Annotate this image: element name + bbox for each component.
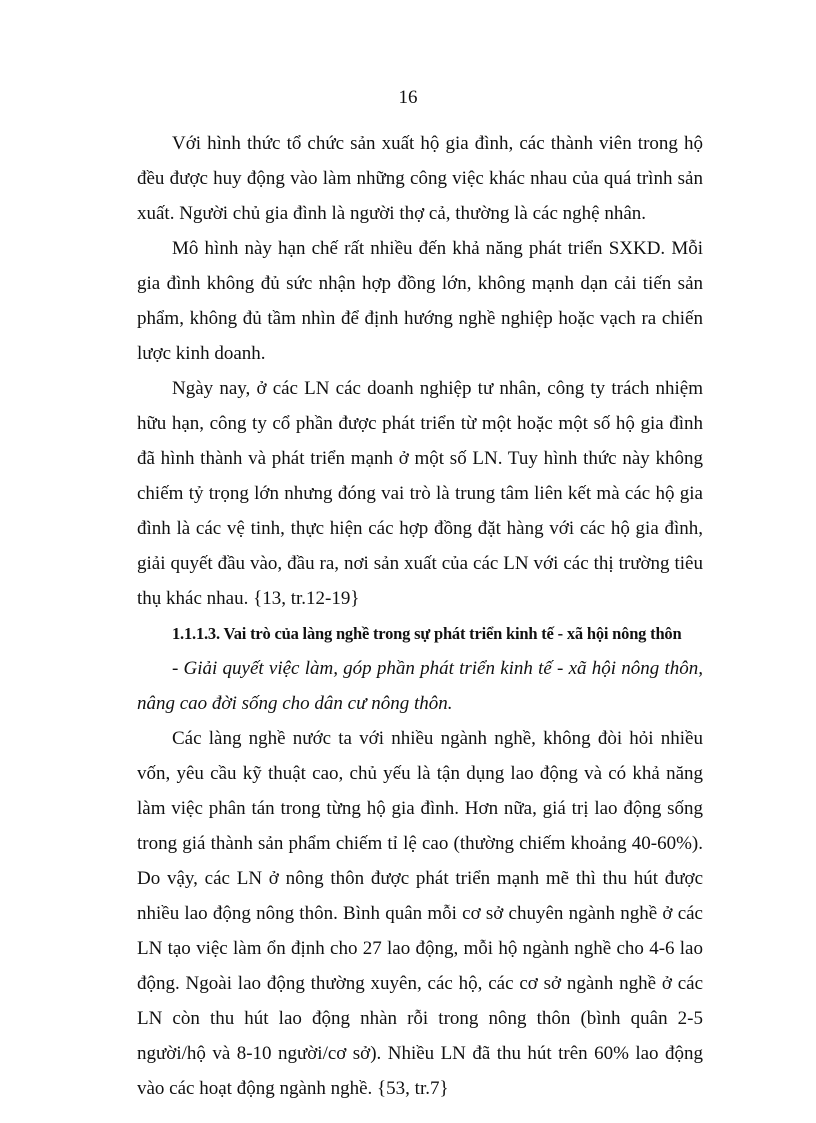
paragraph-model-limitations: Mô hình này hạn chế rất nhiều đến khả năng phát triển SXKD. Mỗi gia đình không đủ sức nhận hợp đồng lớn, không mạnh dạn cải tiến sản phẩm, không đủ tầm nhìn để định hướng nghề nghiệp hoặc vạch ra chiến lược kinh doanh.: [137, 238, 703, 364]
section-subheading: - Giải quyết việc làm, góp phần phát triển kinh tế - xã hội nông thôn, nâng cao đời sống cho dân cư nông thôn.: [137, 658, 703, 714]
page-number: 16: [398, 87, 418, 108]
paragraph-employment: Các làng nghề nước ta với nhiều ngành nghề, không đòi hỏi nhiều vốn, yêu cầu kỹ thuật cao, chủ yếu là tận dụng lao động và có khả năng làm việc phân tán trong từng hộ gia đình. Hơn nữa, giá trị lao động sống trong giá thành sản phẩm chiếm tỉ lệ cao (thường chiếm khoảng 40-60%). Do vậy, các LN ở nông thôn được phát triển mạnh mẽ thì thu hút được nhiều lao động nông thôn. Bình quân mỗi cơ sở chuyên ngành nghề ở các LN tạo việc làm ổn định cho 27 lao động, mỗi hộ ngành nghề cho 4-6 lao động. Ngoài lao động thường xuyên, các hộ, các cơ sở ngành nghề ở các LN còn thu hút lao động nhàn rỗi trong nông thôn (bình quân 2-5 người/hộ và 8-10 người/cơ sở). Nhiều LN đã thu hút trên 60% lao động vào các hoạt động ngành nghề. {53, tr.7}: [137, 728, 703, 1099]
section-heading: 1.1.1.3. Vai trò của làng nghề trong sự phát triển kinh tế - xã hội nông thôn: [172, 624, 682, 643]
paragraph-enterprises: Ngày nay, ở các LN các doanh nghiệp tư nhân, công ty trách nhiệm hữu hạn, công ty cổ phần được phát triển từ một hoặc một số hộ gia đình đã hình thành và phát triển mạnh ở một số LN. Tuy hình thức này không chiếm tỷ trọng lớn nhưng đóng vai trò là trung tâm liên kết mà các hộ gia đình là các vệ tinh, thực hiện các hợp đồng đặt hàng với các hộ gia đình, giải quyết đầu vào, đầu ra, nơi sản xuất của các LN với các thị trường tiêu thụ khác nhau. {13, tr.12-19}: [137, 378, 703, 609]
paragraph-household-production: Với hình thức tổ chức sản xuất hộ gia đình, các thành viên trong hộ đều được huy động vào làm những công việc khác nhau của quá trình sản xuất. Người chủ gia đình là người thợ cả, thường là các nghệ nhân.: [137, 133, 703, 224]
body-text: [137, 126, 703, 1106]
